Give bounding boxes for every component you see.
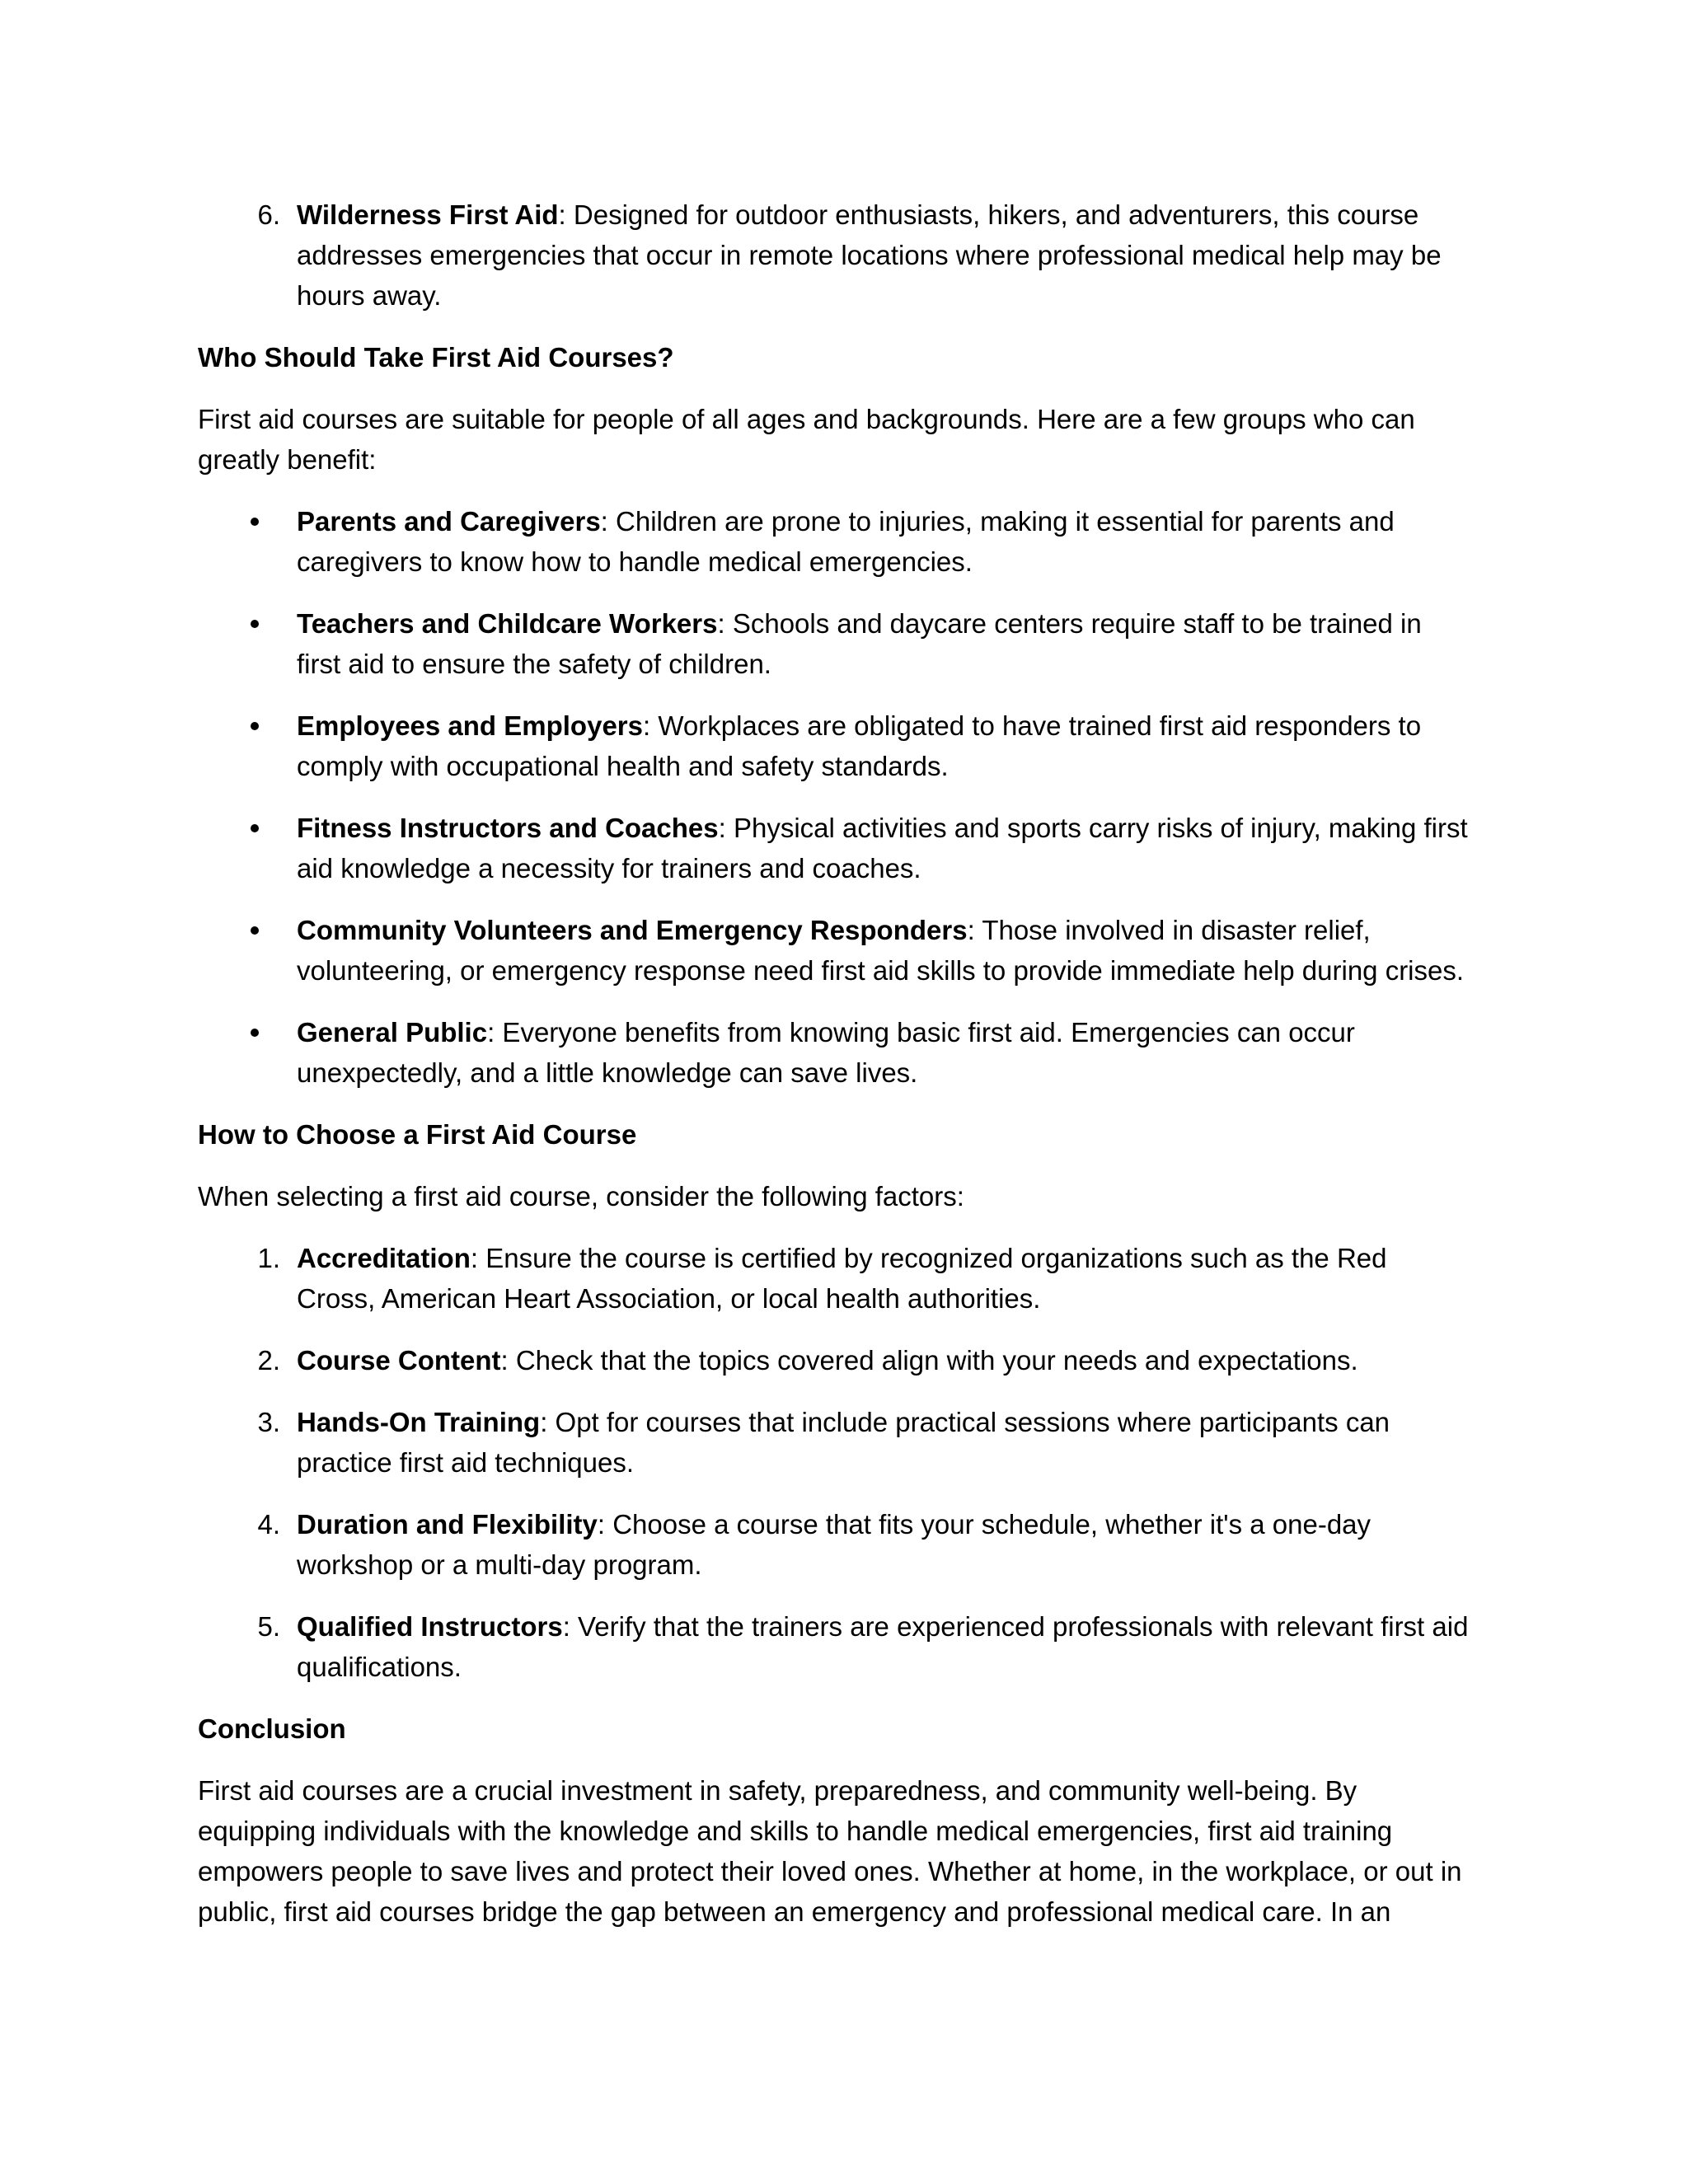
list-item bbox=[198, 1606, 1471, 1687]
list-item bbox=[198, 194, 1471, 316]
bullet-icon bbox=[251, 926, 259, 935]
list-item-term: Employees and Employers bbox=[297, 710, 643, 741]
bullet-icon bbox=[251, 518, 259, 526]
list-item bbox=[198, 910, 1471, 991]
list-item-text: : Those involved in disaster relief, volunteering, or emergency response need first aid skills to provide immediate help during crises. bbox=[297, 915, 1465, 986]
list-item-term: Course Content bbox=[297, 1345, 501, 1376]
list-item bbox=[198, 808, 1471, 888]
section-heading-choose: How to Choose a First Aid Course bbox=[198, 1119, 637, 1150]
list-item-text: : Schools and daycare centers require staff to be trained in first aid to ensure the safety of children. bbox=[297, 608, 1422, 679]
list-item bbox=[198, 1012, 1471, 1093]
list-item bbox=[198, 1238, 1471, 1319]
list-item-term: Duration and Flexibility bbox=[297, 1509, 598, 1540]
list-number: 5. bbox=[257, 1611, 280, 1642]
list-item-text: : Designed for outdoor enthusiasts, hikers, and adventurers, this course addresses emergencies that occur in remote locations where professional medical help may be hours away. bbox=[297, 199, 1442, 311]
bullet-icon bbox=[251, 620, 259, 628]
list-item-text: : Verify that the trainers are experienced professionals with relevant first aid qualifications. bbox=[297, 1611, 1469, 1682]
bullet-list-who bbox=[198, 501, 1471, 1093]
bullet-icon bbox=[251, 1029, 259, 1037]
bullet-icon bbox=[251, 722, 259, 730]
list-item-term: General Public bbox=[297, 1017, 488, 1047]
section-heading-conclusion: Conclusion bbox=[198, 1713, 346, 1744]
list-item bbox=[198, 1504, 1471, 1585]
list-item-text: : Choose a course that fits your schedule, whether it's a one-day workshop or a multi-day program. bbox=[297, 1509, 1372, 1580]
list-item-text: : Check that the topics covered align with your needs and expectations. bbox=[500, 1345, 1358, 1376]
list-item-term: Wilderness First Aid bbox=[297, 199, 559, 230]
list-item-term: Qualified Instructors bbox=[297, 1611, 563, 1642]
list-item-text: : Children are prone to injuries, making it essential for parents and caregivers to know how to handle medical emergencies. bbox=[297, 506, 1395, 577]
list-number: 1. bbox=[257, 1243, 280, 1273]
list-item-term: Teachers and Childcare Workers bbox=[297, 608, 718, 639]
list-item-term: Fitness Instructors and Coaches bbox=[297, 813, 719, 843]
list-item-text: : Workplaces are obligated to have trained first aid responders to comply with occupational health and safety standards. bbox=[297, 710, 1422, 781]
list-item-term: Accreditation bbox=[297, 1243, 471, 1273]
list-item-term: Parents and Caregivers bbox=[297, 506, 601, 537]
list-number: 3. bbox=[257, 1407, 280, 1437]
document-page bbox=[198, 194, 1471, 1953]
list-item-text: : Opt for courses that include practical sessions where participants can practice first aid techniques. bbox=[297, 1407, 1390, 1478]
list-number: 2. bbox=[257, 1345, 280, 1376]
list-item-text: : Everyone benefits from knowing basic first aid. Emergencies can occur unexpectedly, and a little knowledge can save lives. bbox=[297, 1017, 1355, 1088]
numbered-list-continued bbox=[198, 194, 1471, 316]
list-item bbox=[198, 501, 1471, 582]
section-intro-choose: When selecting a first aid course, consider the following factors: bbox=[198, 1181, 964, 1212]
list-item-term: Hands-On Training bbox=[297, 1407, 541, 1437]
list-item-text: : Ensure the course is certified by recognized organizations such as the Red Cross, American Heart Association, or local health authorities. bbox=[297, 1243, 1387, 1314]
section-intro-who: First aid courses are suitable for people of all ages and backgrounds. Here are a few groups who can greatly benefit: bbox=[198, 404, 1415, 475]
list-item bbox=[198, 603, 1471, 684]
numbered-list-choose bbox=[198, 1238, 1471, 1687]
bullet-icon bbox=[251, 824, 259, 832]
list-item-term: Community Volunteers and Emergency Responders bbox=[297, 915, 968, 945]
list-item bbox=[198, 1340, 1471, 1380]
list-item bbox=[198, 705, 1471, 786]
conclusion-paragraph: First aid courses are a crucial investment in safety, preparedness, and community well-being. By equipping individuals with the knowledge and skills to handle medical emergencies, first aid training empowers people to save lives and protect their loved ones. Whether at home, in the workplace, or out in public, first aid courses bridge the gap between an emergency and professional medical care. In an bbox=[198, 1775, 1462, 1927]
list-item bbox=[198, 1402, 1471, 1483]
list-number: 4. bbox=[257, 1509, 280, 1540]
list-number: 6. bbox=[257, 199, 280, 230]
list-item-text: : Physical activities and sports carry risks of injury, making first aid knowledge a necessity for trainers and coaches. bbox=[297, 813, 1468, 883]
section-heading-who: Who Should Take First Aid Courses? bbox=[198, 342, 674, 373]
